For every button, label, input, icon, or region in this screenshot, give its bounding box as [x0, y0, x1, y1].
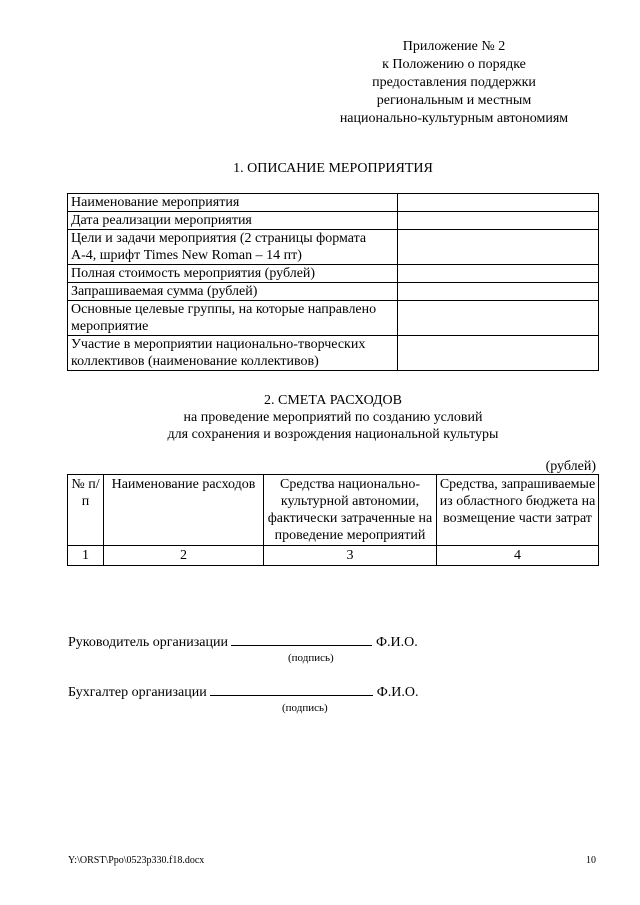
- description-table: [67, 193, 599, 371]
- appendix-line: предоставления поддержки: [372, 75, 536, 90]
- head-signature-hint: (подпись): [288, 652, 334, 664]
- accountant-signature-line[interactable]: [210, 683, 373, 696]
- table-header-row: [68, 475, 599, 546]
- header-number: № п/п: [68, 475, 104, 546]
- header-autonomy-funds: Средства национально-культурной автономии, фактически затраченные на проведение мероприятий: [264, 475, 437, 546]
- table-row: [68, 194, 599, 212]
- appendix-line: национально-культурным автономиям: [339, 111, 569, 126]
- appendix-line: к Положению о порядке: [382, 57, 526, 72]
- row-label: Полная стоимость мероприятия (рублей): [68, 265, 398, 283]
- table-row: [68, 301, 599, 336]
- section1-title: 1. ОПИСАНИЕ МЕРОПРИЯТИЯ: [233, 161, 433, 176]
- row-value-cell[interactable]: [398, 194, 599, 212]
- table-row: [68, 230, 599, 265]
- row-label: Наименование мероприятия: [68, 194, 398, 212]
- row-value-cell[interactable]: [398, 336, 599, 371]
- accountant-signature-hint: (подпись): [282, 702, 328, 714]
- row-value-cell[interactable]: [398, 301, 599, 336]
- row-label: Цели и задачи мероприятия (2 страницы формата А-4, шрифт Times New Roman – 14 пт): [68, 230, 398, 265]
- row-label: Дата реализации мероприятия: [68, 212, 398, 230]
- table-row: [68, 283, 599, 301]
- row-value-cell[interactable]: [398, 283, 599, 301]
- appendix-line: Приложение № 2: [402, 39, 506, 54]
- currency-unit: (рублей): [545, 459, 596, 474]
- row-label: Запрашиваемая сумма (рублей): [68, 283, 398, 301]
- head-signature-line[interactable]: [231, 633, 372, 646]
- appendix-header: [314, 38, 594, 128]
- header-expense-name: Наименование расходов: [104, 475, 264, 546]
- column-number: 3: [264, 546, 437, 566]
- section2-subtitle-line2: для сохранения и возрождения национальной культуры: [167, 427, 499, 442]
- section2-title: 2. СМЕТА РАСХОДОВ: [264, 393, 402, 408]
- row-value-cell[interactable]: [398, 230, 599, 265]
- row-value-cell[interactable]: [398, 212, 599, 230]
- row-value-cell[interactable]: [398, 265, 599, 283]
- column-number: 1: [68, 546, 104, 566]
- section2-subtitle-line1: на проведение мероприятий по созданию условий: [183, 410, 483, 425]
- table-row: [68, 265, 599, 283]
- footer-file-path: Y:\ORST\Ppo\0523p330.f18.docx: [68, 855, 205, 866]
- estimate-table: [67, 474, 599, 566]
- footer-page-number: 10: [586, 855, 596, 866]
- table-row: [68, 336, 599, 371]
- accountant-signature-row: [68, 683, 419, 701]
- head-signature-row: [68, 633, 418, 651]
- head-fio: Ф.И.О.: [375, 635, 418, 650]
- table-row: [68, 546, 599, 566]
- table-row: [68, 212, 599, 230]
- header-regional-funds: Средства, запрашиваемые из областного бюджета на возмещение части затрат: [437, 475, 599, 546]
- column-number: 4: [437, 546, 599, 566]
- row-label: Основные целевые группы, на которые направлено мероприятие: [68, 301, 398, 336]
- column-number: 2: [104, 546, 264, 566]
- accountant-fio: Ф.И.О.: [376, 685, 419, 700]
- appendix-line: региональным и местным: [376, 93, 532, 108]
- head-label: Руководитель организации: [68, 635, 228, 650]
- row-label: Участие в мероприятии национально-творческих коллективов (наименование коллективов): [68, 336, 398, 371]
- accountant-label: Бухгалтер организации: [68, 685, 207, 700]
